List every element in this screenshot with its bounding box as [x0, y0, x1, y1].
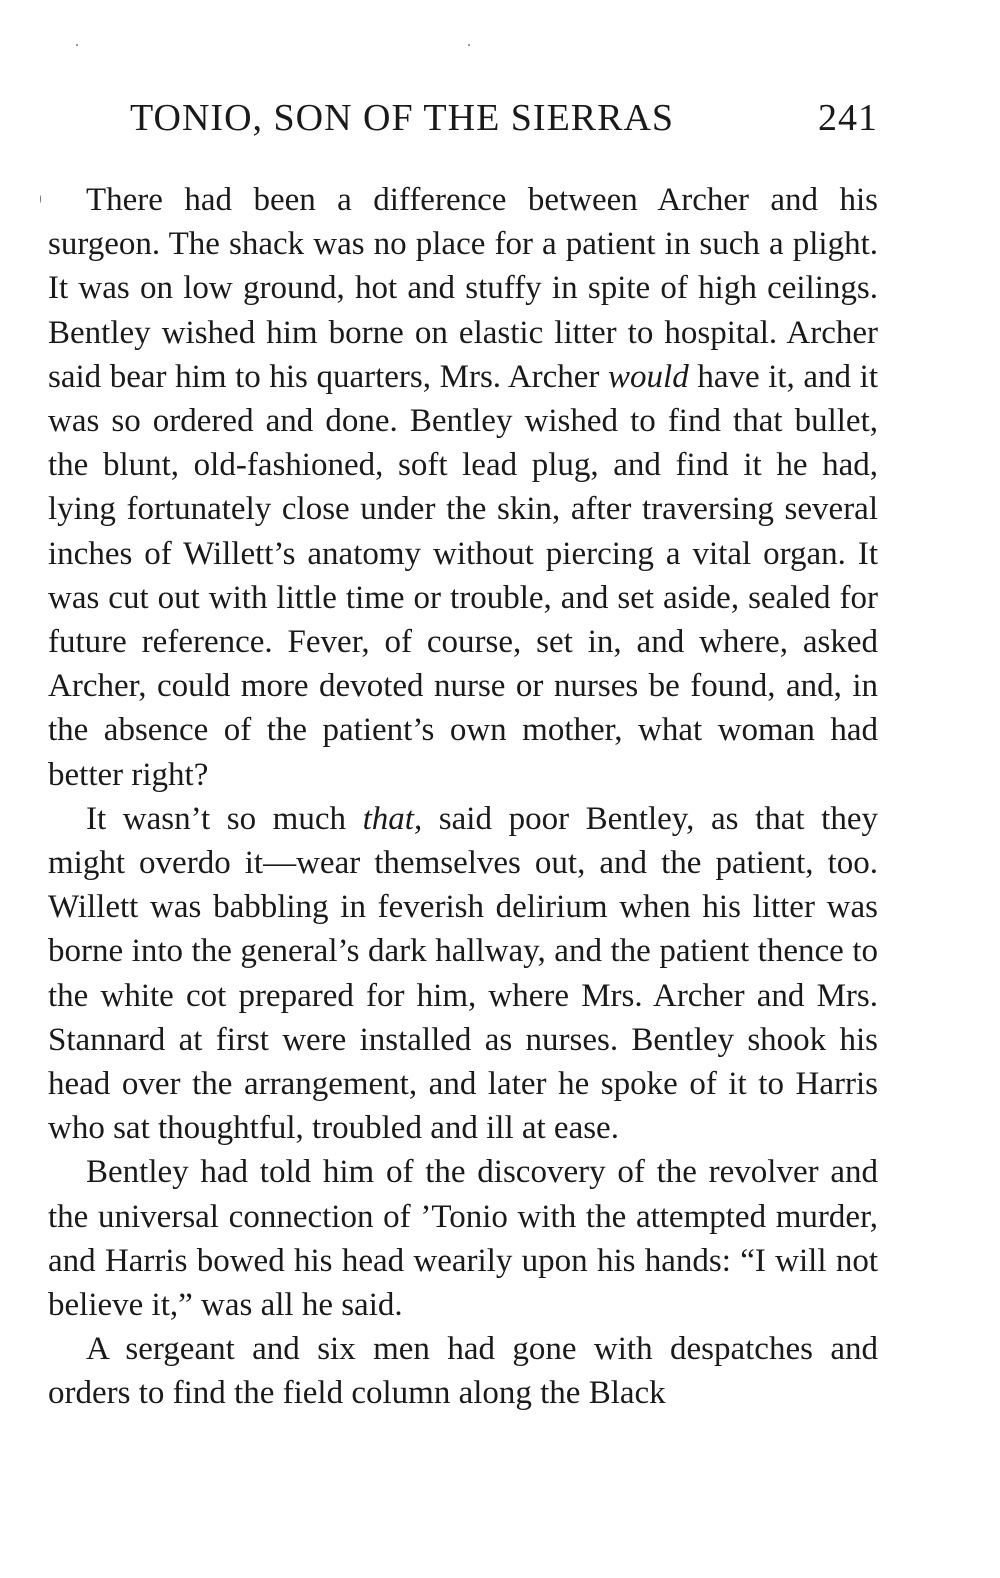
chapter-title: TONIO, SON OF THE SIERRAS: [130, 97, 675, 139]
running-head: [130, 96, 878, 140]
body-text: [48, 178, 878, 1416]
text-segment: There had been a difference between Archer and his surgeon. The shack was no place for a patient in such a plight. It was on low ground, hot and stuffy in spite of high ceilings. Bentley wished him borne on elastic litter to hospital. Archer said bear him to his quarters, Mrs. Archer: [48, 182, 878, 395]
text-segment: A sergeant and six men had gone with despatches and orders to find the field column along the Black: [48, 1331, 878, 1412]
book-page: [48, 0, 878, 1578]
paper-speck: [468, 44, 470, 46]
page-number: 241: [818, 97, 878, 139]
text-segment: said poor Bentley, as that they might overdo it—wear themselves out, and the patient, too. Willett was babbling in feverish delirium when his litter was borne into the general’s dark hallway, and the patient thence to the white cot prepared for him, where Mrs. Archer and Mrs. Stannard at first were installed as nurses. Bentley shook his head over the arrangement, and later he spoke of it to Harris who sat thoughtful, troubled and ill at ease.: [48, 800, 878, 1147]
paragraph-4: [48, 1327, 878, 1415]
paragraph-1: [48, 178, 878, 797]
italic-text-segment: that,: [362, 800, 423, 837]
text-segment: Bentley had told him of the discovery of the revolver and the universal connection of ’Tonio with the attempted murder, and Harris bowed his head wearily upon his hands: “I will not believe it,” was all he said.: [48, 1154, 878, 1324]
paper-speck: [76, 44, 78, 46]
paragraph-2: [48, 797, 878, 1151]
paragraph-3: [48, 1150, 878, 1327]
text-segment: have it, and it was so ordered and done. Bentley wished to find that bullet, the blunt, old-fashioned, soft lead plug, and find it he had, lying fortunately close under the skin, after traversing several inches of Willett’s anatomy without piercing a vital organ. It was cut out with little time or trouble, and set aside, sealed for future reference. Fever, of course, set in, and where, asked Archer, could more devoted nurse or nurses be found, and, in the absence of the patient’s own mother, what woman had better right?: [48, 358, 878, 793]
paper-speck: [40, 195, 41, 203]
italic-text-segment: would: [608, 358, 689, 395]
text-segment: It wasn’t so much: [86, 800, 363, 837]
